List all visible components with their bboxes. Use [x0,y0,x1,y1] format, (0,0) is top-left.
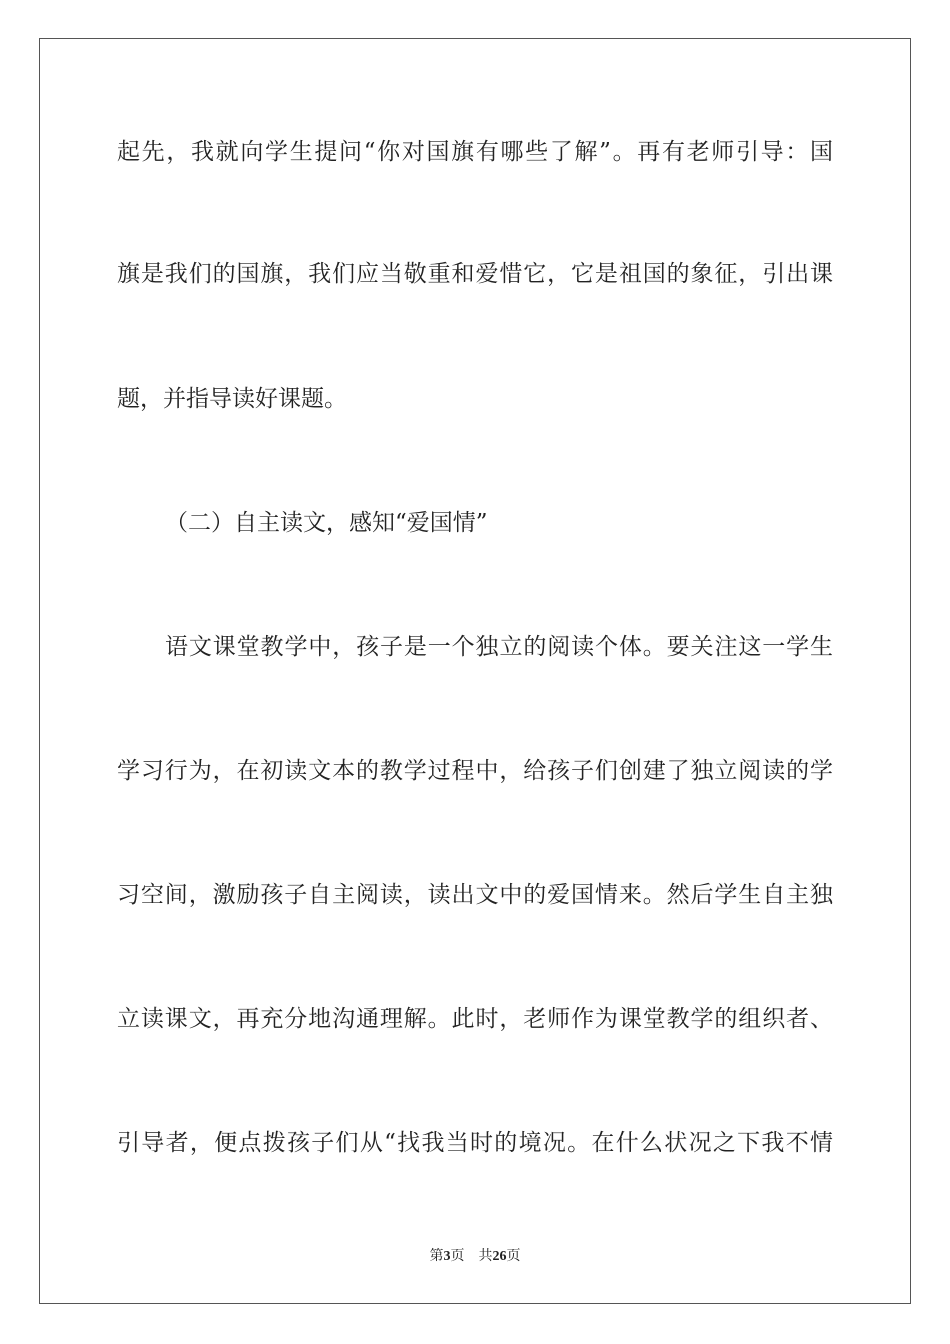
paragraph-3-line-1: 语文课堂教学中，孩子是一个独立的阅读个体。要关注这一学生 [165,634,833,660]
section-heading: （二）自主读文，感知“爱国情” [165,510,488,536]
footer-total-prefix: 共 [478,1248,493,1264]
page-border [39,38,911,1304]
footer-total-pages: 26 [492,1249,507,1264]
paragraph-3-line-3: 习空间，激励孩子自主阅读，读出文中的爱国情来。然后学生自主独 [117,882,833,908]
footer-total-suffix: 页 [506,1248,521,1264]
paragraph-1-line-2: 旗是我们的国旗，我们应当敬重和爱惜它，它是祖国的象征，引出课 [117,261,833,287]
footer-page-number: 3 [443,1249,451,1264]
paragraph-3-line-5: 引导者，便点拨孩子们从“找我当时的境况。在什么状况之下我不情 [117,1130,833,1156]
paragraph-1-line-3: 题，并指导读好课题。 [117,386,347,412]
page-footer [0,1246,950,1267]
paragraph-1-line-1: 起先，我就向学生提问“你对国旗有哪些了解”。再有老师引导：国 [117,139,833,165]
footer-page-suffix: 页 [450,1248,465,1264]
paragraph-3-line-4: 立读课文，再充分地沟通理解。此时，老师作为课堂教学的组织者、 [117,1006,833,1032]
footer-page-prefix: 第 [429,1248,444,1264]
paragraph-3-line-2: 学习行为，在初读文本的教学过程中，给孩子们创建了独立阅读的学 [117,758,833,784]
